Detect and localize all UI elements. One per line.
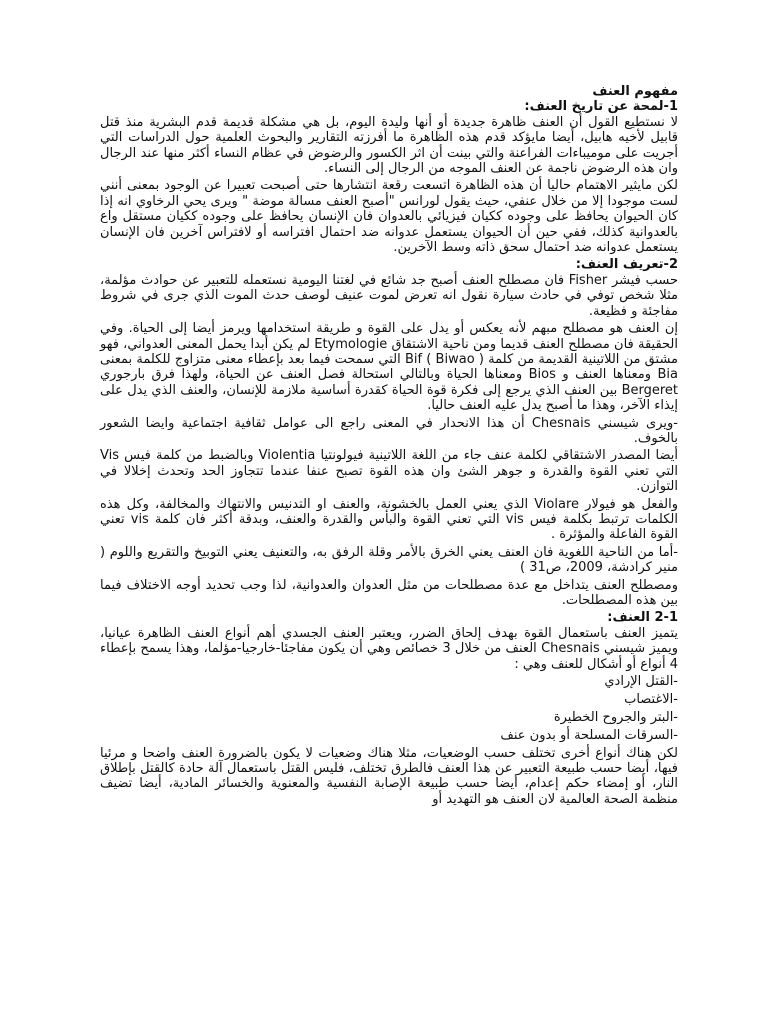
list-item: -الاغتصاب [624, 691, 678, 707]
paragraph-etymology: إن العنف هو مصطلح مبهم لأنه يعكس أو يدل على القوة و طريقة استخدامها ويرمز أيضا إلى الحياة. وفي الحقيقة فان مصطلح العنف قديما ومن ناحية الاشتقاق Etymologie لم يكن أبدا يحمل المعنى العدواني، فهو مشتق من اللاتينية القديمة من كلمة Bif ( Biwao ) التي سمحت فيما بعد بإعطاء معنى متزاوج للكلمة بمعنى Bia ومعناها العنف و Bios ومعناها الحياة وبالتالي استحالة فصل العنف عن الحياة، ولهذا فرق بارجوري Bergeret بين العنف الذي يرجع إلى فكرة قوة الحياة كقدرة أساسية ملازمة للإنسان، والعنف الذي يدل على إيذاء الآخر، وهذا ما أصبح يدل عليه العنف حاليا. [100, 321, 679, 414]
paragraph-history-2: لكن مايثير الاهتمام حاليا أن هذه الظاهرة اتسعت رقعة انتشارها حتى أصبحت تعبيرا عن الوجود بمعنى أنني لست موجودا إلا من خلال عنفي، حيث يقول لورانس "أصبح العنف مسالة موضة " ويرى يحي الرخاوي انه إذا كان الحيوان يحافظ على وجوده ككيان فيزيائي بالعدوان فان الإنسان يحافظ على وجوده ككيان مستقل واع بالعدوانية كذلك، ففي حين أن الحيوان يستعمل عدوانه ضد احتمال افتراسه أو لافتراس آخرين فان الإنسان يستعمل عدوانه ضد احتمال سحق ذاته وسط الآخرين. [100, 178, 678, 256]
paragraph-other-types: لكن هناك أنواع أخرى تختلف حسب الوضعيات، مثلا هناك وضعيات لا يكون بالضرورة العنف واضحا و مرئيا فيها، أيضا حسب طبيعة التعبير عن هذا العنف فالطرق تختلف، فليس القتل باستعمال آلة حادة كالقتل بإطلاق النار، أو إمضاء حكم إعدام، أيضا حسب طبيعة الإصابة النفسية والمعنوية والخسائر المادية، أيضا تضيف منظمة الصحة العالمية لان العنف هو التهديد أو [100, 745, 678, 807]
section-heading-history: 1-لمحة عن تاريخ العنف: [524, 99, 678, 115]
list-item: -البتر والجروح الخطيرة [553, 709, 678, 725]
document-title: مفهوم العنف [592, 84, 678, 99]
paragraph-history-1: لا نستطيع القول أن العنف ظاهرة جديدة أو أنها وليدة اليوم، بل هي مشكلة قديمة قدم البشرية منذ قتل قابيل لأخيه هابيل، أيضا مايؤكد قدم هذه الظاهرة ما أفرزته التقارير والبحوث العلمية حول الدراسات التي أجريت على موميباءات الفراعنة والتي بينت أن اثر الكسور والرضوض في عظام النساء أكثر منها عند الرجال وان هذه الرضوض ناجمة عن العنف الموجه من الرجال إلى النساء. [100, 114, 678, 177]
document-page [100, 84, 678, 809]
section-heading-definition: 2-تعريف العنف: [575, 257, 678, 273]
paragraph-chesnais: -ويرى شيسني Chesnais أن هذا الانحدار في المعنى راجع الى عوامل ثقافية اجتماعية وايضا الشعور بالخوف. [100, 415, 678, 446]
list-item: -السرقات المسلحة أو بدون عنف [500, 727, 678, 743]
paragraph-linguistic: -أما من الناحية اللغوية فان العنف يعني الخرق بالأمر وقلة الرفق به، والتعنيف يعني التوبيخ والتقريع واللوم ( منير كرادشة، 2009، ص31 ) [100, 544, 678, 576]
section-heading-violence: 2-1 العنف: [607, 610, 678, 626]
paragraph-fisher: حسب فيشر Fisher فان مصطلح العنف أصبح جد شائع في لغتنا اليومية نستعمله للتعبير عن حوادث مؤلمة، مثلا شخص توفي في حادث سيارة نقول انه تعرض لموت عنيف لوصف حدث الموت الذي جرى في شروط مفاجئة و فظيعة. [100, 272, 678, 319]
paragraph-violare: والفعل هو فيولار Violare الذي يعني العمل بالخشونة، والعنف او التدنيس والانتهاك والمخالفة، وكل هذه الكلمات ترتبط بكلمة فيس vis التي تعني القوة والبأس والقدرة والعنف، وبدقة أكثر فان كلمة vis تعني القوة الفاعلة والمؤثرة . [100, 496, 678, 543]
list-item: -القتل الإرادي [604, 674, 678, 690]
paragraph-terms: ومصطلح العنف يتداخل مع عدة مصطلحات من مثل العدوان والعدوانية، لذا وجب تحديد أوجه الاختلاف فيما بين هذه المصطلحات. [100, 577, 678, 608]
paragraph-physical-violence: يتميز العنف باستعمال القوة بهدف إلحاق الضرر، ويعتبر العنف الجسدي أهم أنواع العنف الظاهرة عيانيا، ويميز شيسني Chesnais العنف من خلال 3 خصائص وهي أن يكون مفاجئا-خارجيا-مؤلما، وهذا يسمح بإعطاء 4 أنواع أو أشكال للعنف وهي : [100, 625, 678, 672]
paragraph-violentia: أيضا المصدر الاشتقاقي لكلمة عنف جاء من اللغة اللاتينية فيولونتيا Violentia وبالضبط من كلمة فيس Vis التي تعني القوة والقدرة و جوهر الشئ وان هذه القوة تصبح عنفا عندما تتجاوز الحد وتحدث إخلالا في التوازن. [100, 448, 678, 495]
